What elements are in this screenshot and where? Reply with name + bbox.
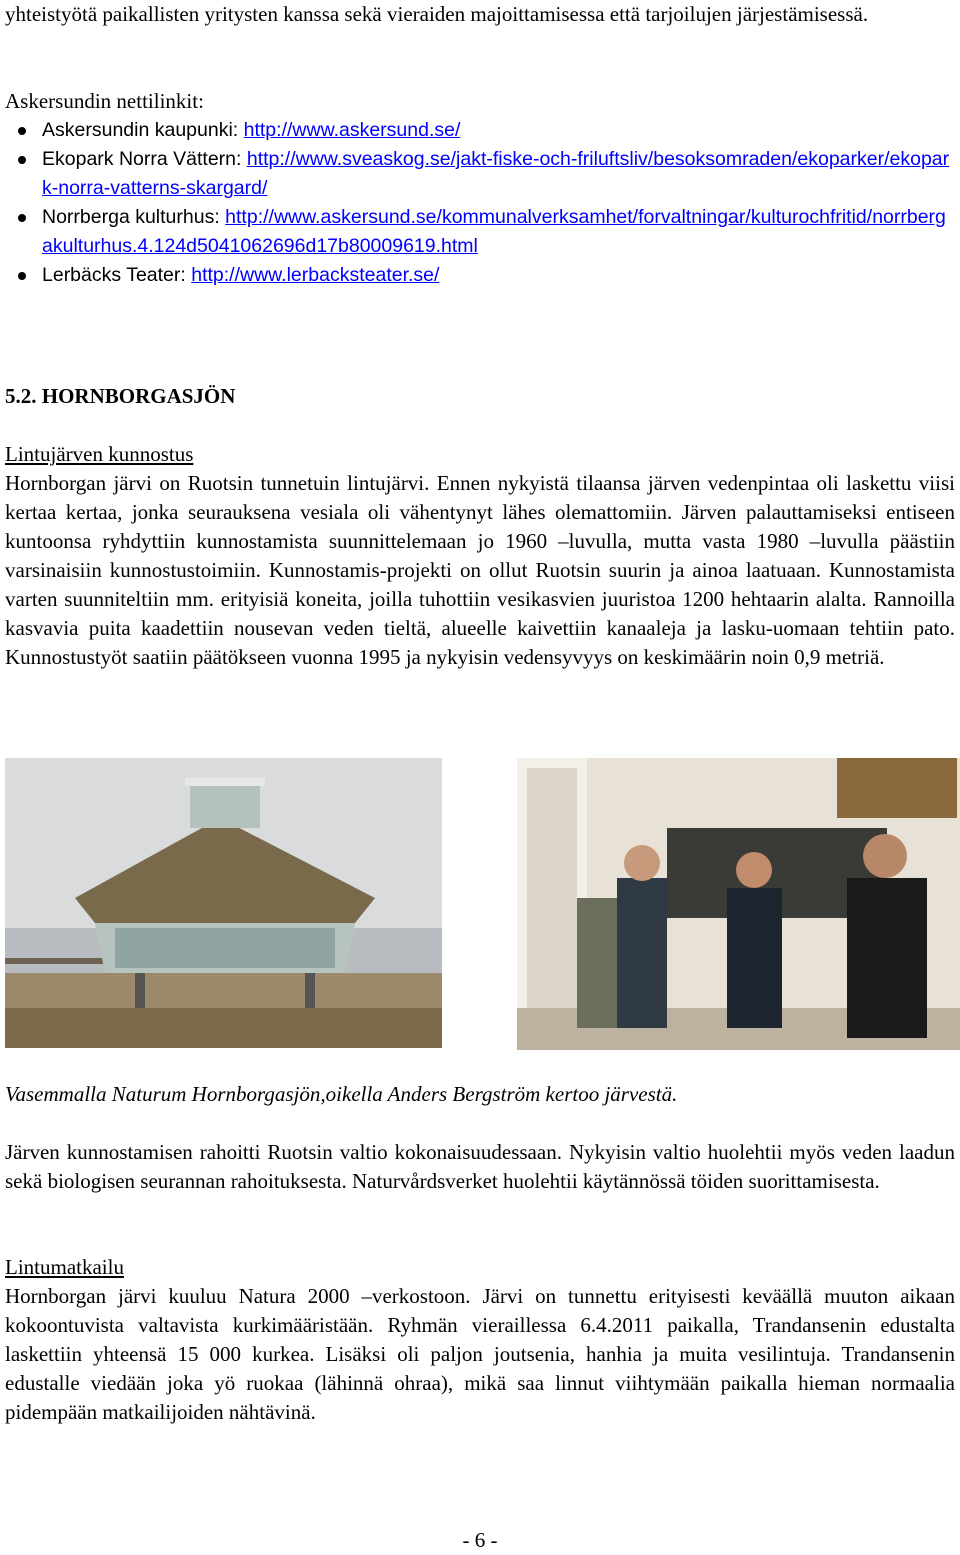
link-label: Ekopark Norra Vättern: — [42, 148, 247, 170]
subheading-restoration: Lintujärven kunnostus — [5, 442, 194, 466]
bullet-icon — [18, 272, 26, 280]
bullet-icon — [18, 127, 26, 135]
list-item — [5, 203, 955, 261]
list-item — [5, 116, 955, 145]
photo-anders-bergstrom — [517, 758, 960, 1050]
links-heading: Askersundin nettilinkit: — [5, 89, 204, 113]
link-askersund[interactable]: http://www.askersund.se/ — [243, 119, 461, 141]
link-lerback[interactable]: http://www.lerbacksteater.se/ — [191, 264, 440, 286]
paragraph-birdwatching: Hornborgan järvi kuuluu Natura 2000 –verkostoon. Järvi on tunnettu erityisesti keväällä muuton aikaan kokoontuvista valtavista kurkimääristään. Ryhmän vieraillessa 6.4.2011 paikalla, Trandansenin edustalta laskettiin yhteensä 15 000 kurkea. Lisäksi oli paljon joutsenia, hanhia ja muita vesilintuja. Trandansenin edustalle viedään joka yö ruokaa (lähinnä ohraa), mikä saa linnut viihtymään paikalla hieman normaalia pidempään matkailijoiden nähtävinä. — [5, 1284, 955, 1424]
list-item — [5, 261, 955, 290]
naturum-illustration — [5, 758, 442, 1048]
paragraph-restoration: Hornborgan järvi on Ruotsin tunnetuin lintujärvi. Ennen nykyistä tilaansa järven vedenpintaa oli laskettu viisi kertaa kertaa, jonka seurauksena vesiala oli vähentynyt lähes olemattomiin. Järven palauttamiseksi entiseen kuntoonsa ryhdyttiin kunnostamista suunnittelemaan jo 1960 –luvulla, mutta vasta 1980 –luvulla päästiin varsinaisiin kunnostustoimiin. Kunnostamis-projekti on ollut Ruotsin suurin ja ainoa laatuaan. Kunnostamista varten suunniteltiin mm. erityisiä koneita, joilla tuhottiin vesikasvien juuristoa 1200 hehtaarin alalta. Rannoilla kasvavia puita kaadettiin nousevan veden tieltä, alueelle kaivettiin kanaaleja ja lasku-uomaan tehtiin pato. Kunnostustyöt saatiin päätökseen vuonna 1995 ja nykyisin vedensyvyys on keskimäärin noin 0,9 metriä. — [5, 471, 955, 669]
photo-naturum — [5, 758, 442, 1048]
link-norrberga[interactable]: http://www.askersund.se/kommunalverksamhet/forvaltningar/kulturochfritid/norrbergakulturhus.4.124d5041062696d17b80009619.html — [42, 206, 946, 257]
section-title: 5.2. HORNBORGASJÖN — [5, 384, 236, 408]
link-label: Norrberga kulturhus: — [42, 206, 226, 228]
group-illustration — [517, 758, 960, 1050]
links-list — [5, 116, 955, 290]
bullet-icon — [18, 214, 26, 222]
subheading-birdwatching: Lintumatkailu — [5, 1255, 124, 1279]
page-number: - 6 - — [462, 1528, 498, 1552]
intro-paragraph: yhteistyötä paikallisten yritysten kanssa sekä vieraiden majoittamisessa että tarjoilujen järjestämisessä. — [5, 2, 869, 26]
bullet-icon — [18, 156, 26, 164]
link-label: Lerbäcks Teater: — [42, 264, 192, 286]
link-label: Askersundin kaupunki: — [42, 119, 244, 141]
paragraph-funding: Järven kunnostamisen rahoitti Ruotsin valtio kokonaisuudessaan. Nykyisin valtio huolehtii myös veden laadun sekä biologisen seurannan rahoituksesta. Naturvårdsverket huolehtii käytännössä töiden suorittamisesta. — [5, 1140, 955, 1193]
list-item — [5, 145, 955, 203]
photo-caption: Vasemmalla Naturum Hornborgasjön,oikella Anders Bergström kertoo järvestä. — [5, 1082, 678, 1106]
link-ekopark[interactable]: http://www.sveaskog.se/jakt-fiske-och-friluftsliv/besoksomraden/ekoparker/ekopark-norra-vatterns-skargard/ — [42, 148, 950, 199]
